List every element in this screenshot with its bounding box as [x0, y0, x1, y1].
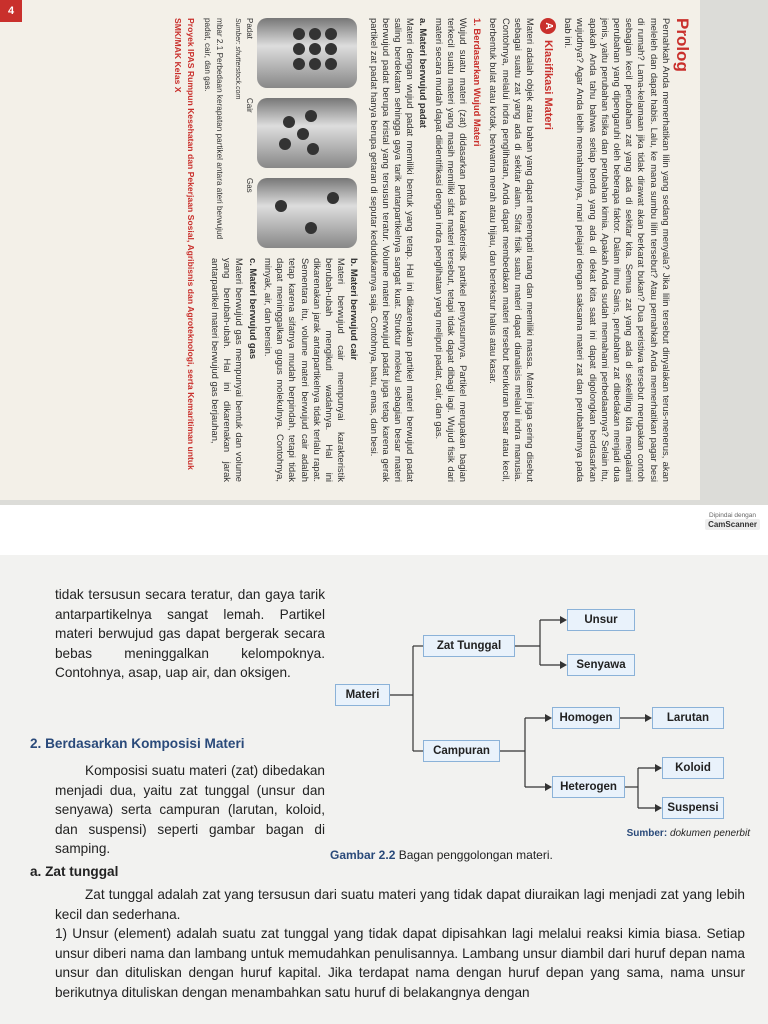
book-page [0, 555, 768, 1024]
prolog-text: Pernahkah Anda memerhatikan lilin yang sedang menyala? Jika lilin tersebut dinyalakan terus-menerus, akan meleleh dan dapat habis. Lalu, ke mana sumbu lilin tersebut? Atau pernahkah Anda memerhatikan pagar besi di rumah? Lama-kelamaan jika tidak dirawat akan berkarat bukan? Dua peristiwa tersebut merupakan contoh sebagian kecil perubahan zat yang ada di sekitar kita. Semua zat yang ada di sekeliling kita mengalami perubahan yang dipengaruhi oleh beberapa faktor. Dalam ilmu Sains, perubahan zat dibedakan menjadi dua jenis, yaitu perubahan fisika dan perubahan kimia. Apakah Anda sudah memahami perbedaannya? Selain itu, apakah Anda tahu bahwa setiap benda yang ada di dekat kita saat ini dapat digolongkan berdasarkan wujudnya? Agar Anda lebih memahaminya, mari pelajari dengan saksama materi zat dan perubahannya pada bab ini. [563, 18, 672, 482]
diagram-source [627, 828, 750, 839]
sub-padat-text: Materi dengan wujud padat memiliki bentuk yang tetap. Hal ini dikarenakan partikel materi berwujud padat saling berdekatan sehingga gaya tarik antarpartikelnya sangat kuat. Struktur molekul sebagian besar materi berwujud padat berupa kristal yang tersusun teratur. Volume materi berwujud padat juga tetap karena gerak partikel zat padat hanya berupa getaran di seputar kedudukannya saja. Contohnya, batu, emas, dan besi. [368, 18, 417, 482]
section-a-header [540, 18, 556, 482]
particle-figure [243, 18, 357, 248]
jar-liquid-image [257, 98, 357, 168]
figure-column [201, 18, 364, 248]
sub-heading-gas: c. Materi berwujud gas [247, 258, 259, 360]
jar-gas-image [257, 178, 357, 248]
node-campuran: Campuran [423, 740, 500, 762]
label-liquid: Cair [245, 98, 255, 113]
scanned-rotated-page [0, 0, 768, 505]
caption-text: Bagan penggolongan materi. [398, 848, 553, 862]
camscanner-watermark [705, 512, 760, 530]
source-value: dokumen penerbit [669, 828, 750, 839]
section-a-title: Klasifikasi Materi [542, 40, 555, 130]
text-column [201, 258, 364, 482]
camscanner-line1: Dipindai dengan [709, 512, 757, 519]
section-a-badge: A [540, 18, 556, 34]
node-larutan: Larutan [652, 707, 724, 729]
section-2-text: Komposisi suatu materi (zat) dibedakan menjadi dua, yaitu zat tunggal (unsur dan senyawa) serta campuran (larutan, koloid, dan suspensi) seperti gambar bagan di samping. [55, 763, 325, 856]
section-a-zat-tunggal: a. Zat tunggal [30, 864, 119, 879]
diagram-caption [330, 848, 553, 862]
caption-label: Gambar 2.2 [330, 848, 396, 862]
sub-heading-wujud: 1. Berdasarkan Wujud Materi [472, 18, 484, 147]
sub-heading-padat: a. Materi berwujud padat [418, 18, 430, 128]
classification-diagram [335, 595, 755, 865]
sub-cair-text: Materi berwujud cair mempunyai karakteristik berubah-ubah mengikuti wadahnya. Hal ini dikarenakan jarak antarpartikelnya tidak terlalu rapat. Sementara itu, volume materi berwujud cair adalah tetap karena sifatnya mudah berpindah, tetapi tidak dapat meninggalkan gugus molekulnya. Contohnya, minyak, air, dan bensin. [262, 258, 348, 482]
diagram-connectors [335, 595, 755, 865]
rotated-content [0, 0, 700, 500]
camscanner-logo-text: CamScanner [705, 519, 760, 530]
rotated-page-sheet [0, 0, 700, 500]
node-unsur: Unsur [567, 609, 635, 631]
label-gas: Gas [245, 178, 255, 193]
node-suspensi: Suspensi [662, 797, 724, 819]
node-koloid: Koloid [662, 757, 724, 779]
zat-tunggal-text: Zat tunggal adalah zat yang tersusun dari suatu materi yang tidak dapat diuraikan lagi menjadi zat yang lebih kecil dan sederhana. [55, 887, 745, 922]
node-heterogen: Heterogen [552, 776, 625, 798]
jar-solid-image [257, 18, 357, 88]
figure-source: Sumber: shutterstock.com [234, 18, 242, 100]
jar-gas [243, 178, 357, 248]
gas-continuation-text: tidak tersusun secara teratur, dan gaya tarik antarpartikelnya sangat lemah. Partikel materi berwujud gas dapat bergerak secara bebas meninggalkan kelompoknya. Contohnya, asap, uap air, dan oksigen. [55, 587, 325, 680]
section-a-intro: Materi adalah objek atau bahan yang dapat menempati ruang dan memiliki massa. Materi juga sering disebut sebagai suatu zat yang ada di sekitar alam. Sifat fisik suatu materi dapat dianalisis melalui indra manusia. Contohnya, melalui indra penglihatan, Anda dapat membedakan materi tersebut berukuran besar atau kecil, berbentuk bulat atau kotak, berwarna merah atau hijau, dan bertekstur halus atau kasar. [488, 18, 536, 482]
two-columns [201, 18, 364, 482]
node-homogen: Homogen [552, 707, 620, 729]
label-solid: Padat [245, 18, 255, 39]
jar-solid [243, 18, 357, 88]
sub-wujud-text: Wujud suatu materi (zat) didasarkan pada karakteristik partikel penyusunnya. Partikel merupakan bagian terkecil suatu materi yang masih memiliki sifat materi tersebut, tetapi tidak dapat dibagi lagi. Wujud fisik dari materi secara mudah dapat diidentifikasi dengan indra penglihatan yang meliputi padat, cair, dan gas. [433, 18, 469, 482]
node-senyawa: Senyawa [567, 654, 635, 676]
node-zat-tunggal: Zat Tunggal [423, 635, 515, 657]
book-footer: Proyek IPAS Rumpun Kesehatan dan Pekerjaan Sosial, Agribisnis dan Agroteknologi, serta Kemaritiman untuk SMK/MAK Kelas X [173, 18, 196, 470]
node-materi: Materi [335, 684, 390, 706]
unsur-item: 1) Unsur (element) adalah suatu zat tunggal yang tidak dapat dipisahkan lagi melalui reaksi kimia biasa. Setiap unsur diberi nama dan lambang untuk memudahkan penulisannya. Lambang unsur diambil dari huruf depan nama unsur dan dituliskan dengan huruf kapital. Jika terdapat nama dengan huruf depan yang sama, nama unsur berikutnya dituliskan dengan menambahkan satu huruf di belakangnya dengan [55, 926, 745, 1000]
section-2-heading: 2. Berdasarkan Komposisi Materi [30, 736, 245, 751]
jar-liquid [243, 98, 357, 168]
figure-caption: mbar 2.1 Perbedaan kerapatan partikel antara ateri berwujud padat, cair, dan gas. [202, 18, 224, 240]
source-label: Sumber: [626, 828, 668, 839]
sub-gas-text: Materi berwujud gas mempunyai bentuk dan volume yang berubah-ubah. Hal ini dikarenakan jarak antarpartikel materi berwujud gas berjauhan, [210, 258, 246, 482]
page-number: 4 [0, 0, 22, 22]
prolog-title: Prolog [673, 18, 692, 72]
sub-heading-cair: b. Materi berwujud cair [349, 258, 361, 361]
